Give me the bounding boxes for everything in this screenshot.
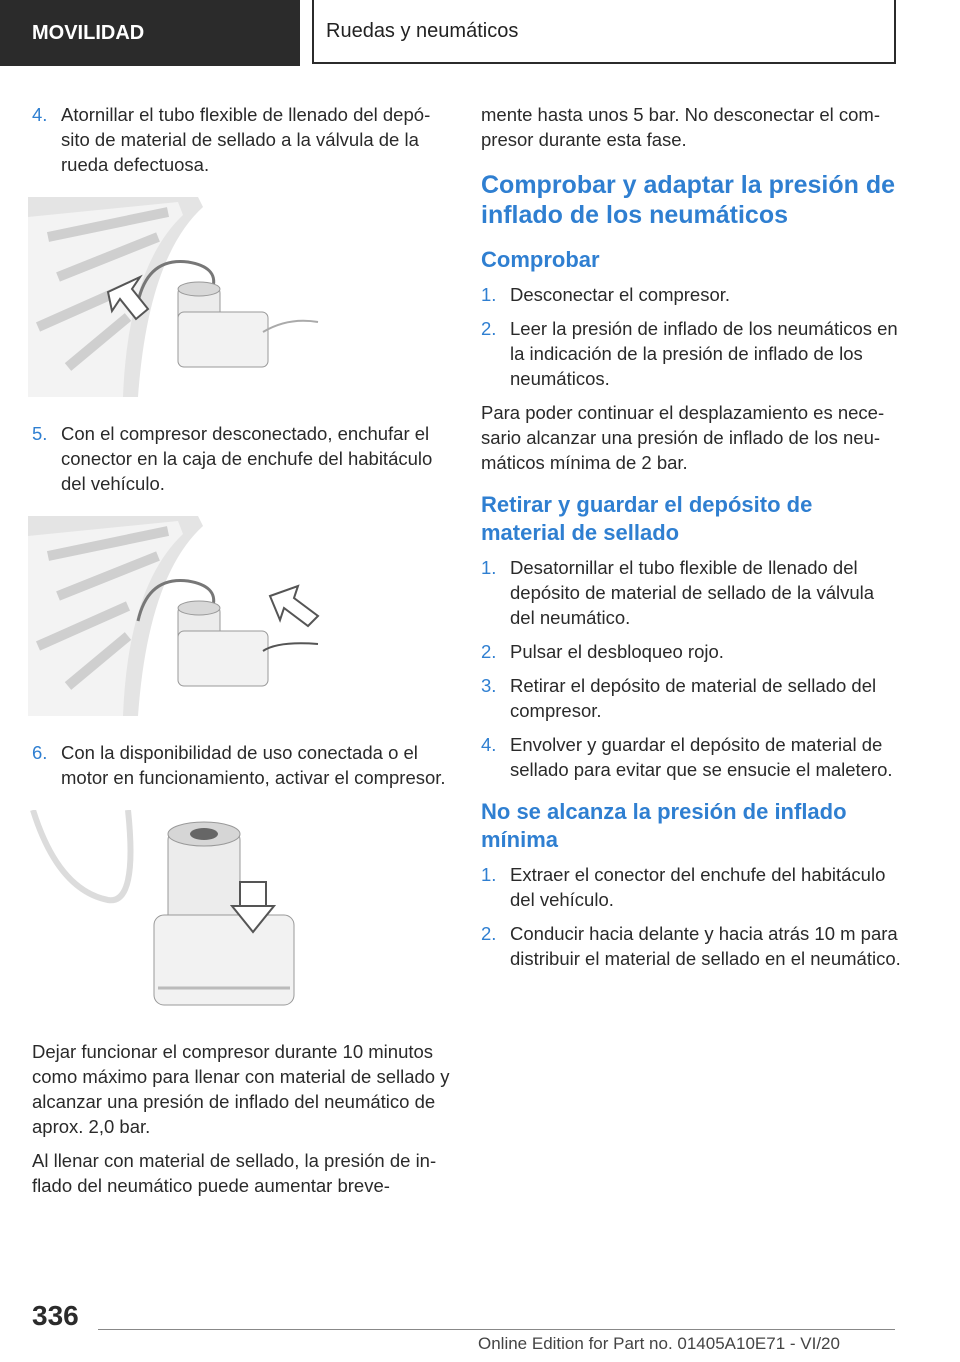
step-number: 5. (32, 423, 48, 444)
step-number: 4. (32, 104, 48, 125)
paragraph-pressure-increase: Al llenar con material de sellado, la presión de inflado del neumático puede aumentar breve- (32, 1150, 437, 1196)
paragraph-minimum-pressure: Para poder continuar el desplazamiento es necesario alcanzar una presión de inflado de los neumáticos mínima de 2 bar. (481, 402, 885, 473)
step-number: 4. (481, 734, 497, 755)
step-text: Atornillar el tubo flexible de llenado del depósito de material de sellado a la válvula de la rueda defectuosa. (61, 104, 431, 175)
remove-step-2 (481, 639, 901, 664)
step-number: 2. (481, 318, 497, 339)
remove-step-1 (481, 555, 901, 630)
step-6 (32, 740, 452, 790)
notreached-step-2 (481, 921, 901, 971)
remove-step-4 (481, 732, 901, 782)
right-column (481, 102, 901, 980)
figure-plug-into-socket (28, 516, 328, 716)
step-text: Con la disponibilidad de uso conectada o el motor en funcionamiento, activar el compresor. (61, 742, 446, 788)
paragraph-compressor-duration: Dejar funcionar el compresor durante 10 minutos como máximo para llenar con material de sellado y alcanzar una presión de inflado del neumático de aprox. 2,0 bar. (32, 1041, 450, 1137)
heading-pressure-not-reached: No se alcanza la presión de inflado mínima (481, 799, 847, 852)
left-column (32, 102, 452, 1207)
step-text: Desconectar el compresor. (510, 284, 731, 305)
heading-remove-store: Retirar y guardar el depósito de material de sellado (481, 492, 813, 545)
step-number: 2. (481, 923, 497, 944)
step-text: Con el compresor desconectado, enchufar el conector en la caja de enchufe del habitáculo del vehículo. (61, 423, 433, 494)
paragraph-continuation: mente hasta unos 5 bar. No desconectar el compresor durante esta fase. (481, 104, 881, 150)
step-5 (32, 421, 452, 496)
step-number: 1. (481, 284, 497, 305)
figure-hose-to-valve (28, 197, 328, 397)
page-number: 336 (32, 1300, 79, 1331)
footer-divider (98, 1329, 895, 1330)
step-number: 2. (481, 641, 497, 662)
notreached-step-1 (481, 862, 901, 912)
step-text: Envolver y guardar el depósito de material de sellado para evitar que se ensucie el maletero. (510, 734, 893, 780)
header-section-label: MOVILIDAD (0, 0, 300, 66)
step-number: 6. (32, 742, 48, 763)
check-step-2 (481, 316, 901, 391)
footer-edition: Online Edition for Part no. 01405A10E71 - VI/20 (478, 1334, 840, 1353)
step-text: Leer la presión de inflado de los neumáticos en la indicación de la presión de inflado de los neumáticos. (510, 318, 898, 389)
heading-check: Comprobar (481, 247, 600, 272)
figure-activate-compressor (28, 810, 328, 1015)
step-text: Desatornillar el tubo flexible de llenado del depósito de material de sellado de la válvula del neumático. (510, 557, 875, 628)
step-text: Retirar el depósito de material de sellado del compresor. (510, 675, 877, 721)
heading-check-adjust-pressure: Comprobar y adaptar la presión de inflado de los neumáticos (481, 171, 895, 229)
check-step-1 (481, 282, 901, 307)
step-text: Pulsar el desbloqueo rojo. (510, 641, 724, 662)
step-4 (32, 102, 452, 177)
header-chapter-title: Ruedas y neumáticos (312, 0, 896, 64)
step-text: Extraer el conector del enchufe del habitáculo del vehículo. (510, 864, 886, 910)
step-number: 1. (481, 864, 497, 885)
step-number: 1. (481, 557, 497, 578)
remove-step-3 (481, 673, 901, 723)
step-text: Conducir hacia delante y hacia atrás 10 m para distribuir el material de sellado en el neumático. (510, 923, 901, 969)
step-number: 3. (481, 675, 497, 696)
